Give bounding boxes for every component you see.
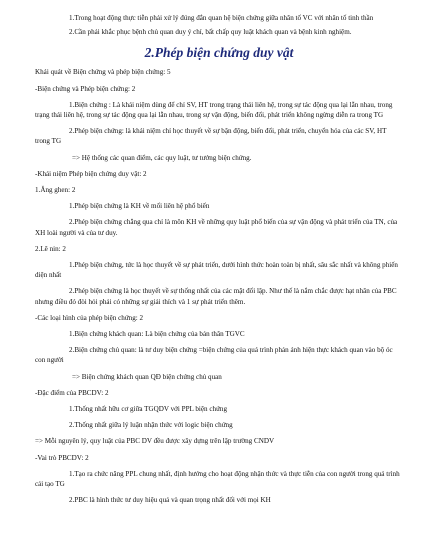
section-heading: 2.Phép biện chứng duy vật bbox=[144, 45, 294, 61]
paragraph: 1.Phép biện chứng, tức là học thuyết về sự phát triển, dưới hình thức hoàn toàn bị nhất, sâu sắc nhất và không phiến diện nhất bbox=[35, 261, 398, 280]
paragraph: 2.PBC là hình thức tư duy hiệu quả và quan trọng nhất đối với mọi KH bbox=[69, 496, 271, 505]
text-line: 2.Cần phải khắc phục bệnh chủ quan duy ý chí, bất chấp quy luật khách quan và bệnh kinh nghiệm. bbox=[69, 28, 352, 37]
paragraph: 2.Phép biện chứng: là khái niệm chỉ học thuyết về sự bận động, biến đổi, phát triển, chuyển hóa của các SV, HT trong TG bbox=[35, 127, 387, 146]
paragraph: => Hệ thống các quan điểm, các quy luật, tư tưởng biện chứng. bbox=[72, 153, 252, 162]
paragraph: 2.Phép biện chứng chẳng qua chỉ là môn KH về những quy luật phổ biến của sự vận động và phát triển của TN, của XH loài người và của tư duy. bbox=[35, 218, 398, 237]
paragraph: 1.Thống nhất hữu cơ giữa TGQDV với PPL biện chứng bbox=[69, 405, 228, 414]
paragraph: -Khái niệm Phép biện chứng duy vật: 2 bbox=[35, 169, 147, 178]
paragraph: -Vai trò PBCDV: 2 bbox=[35, 453, 89, 462]
paragraph: 2.Thống nhất giữa lý luận nhận thức với logic biện chứng bbox=[69, 421, 233, 430]
paragraph: -Biện chứng và Phép biện chứng: 2 bbox=[35, 84, 136, 93]
text-line: 1.Trong hoạt động thực tiễn phải xử lý đúng đắn quan hệ biện chứng giữa nhân tố VC với nhân tố tinh thần bbox=[69, 14, 374, 22]
paragraph: 2.Biện chứng chủ quan: là tư duy biện chứng =biện chứng của quá trình phản ánh hiện thực khách quan vào bộ óc con người bbox=[35, 346, 393, 365]
paragraph: => Mỗi nguyên lý, quy luật của PBC DV đều được xây dựng trên lập trường CNDV bbox=[35, 437, 275, 446]
paragraph: -Các loại hình của phép biện chứng: 2 bbox=[35, 313, 144, 322]
paragraph: 2.Lê nin: 2 bbox=[35, 244, 66, 253]
paragraph: 1.Tạo ra chức năng PPL chung nhất, định hướng cho hoạt động nhận thức và thực tiễn của con người trong quá trình cải tạo TG bbox=[35, 469, 400, 489]
paragraph: 1.Phép biện chứng là KH về mối liên hệ phổ biến bbox=[69, 202, 210, 211]
paragraph: 1.Ăng ghen: 2 bbox=[35, 186, 76, 195]
paragraph: 1.Biện chứng khách quan: Là biện chứng của bản thân TGVC bbox=[69, 330, 245, 339]
paragraph: -Đặc điểm của PBCDV: 2 bbox=[35, 388, 109, 397]
paragraph: => Biện chứng khách quan QĐ biện chứng chủ quan bbox=[72, 372, 222, 381]
paragraph: Khái quát về Biện chứng và phép biện chứng: 5 bbox=[35, 68, 171, 77]
paragraph: 1.Biện chứng : Là khái niệm dùng để chỉ SV, HT trong trạng thái liên hệ, trong sự tác động qua lại lẫn nhau, trong trạng thái liên hệ, trong sự tác động qua lại lẫn nhau, trong sự vận động, biến đổi, phát triển không ngừng diễn ra trong TG bbox=[35, 100, 393, 120]
paragraph: 2.Phép biện chứng là học thuyết về sự thống nhất của các mặt đối lập. Như thế là nắm chắc được hạt nhân của PBC nhưng điều đó đòi hỏi phải có những sự giải thích và 1 sự phát triển thêm. bbox=[35, 287, 397, 306]
